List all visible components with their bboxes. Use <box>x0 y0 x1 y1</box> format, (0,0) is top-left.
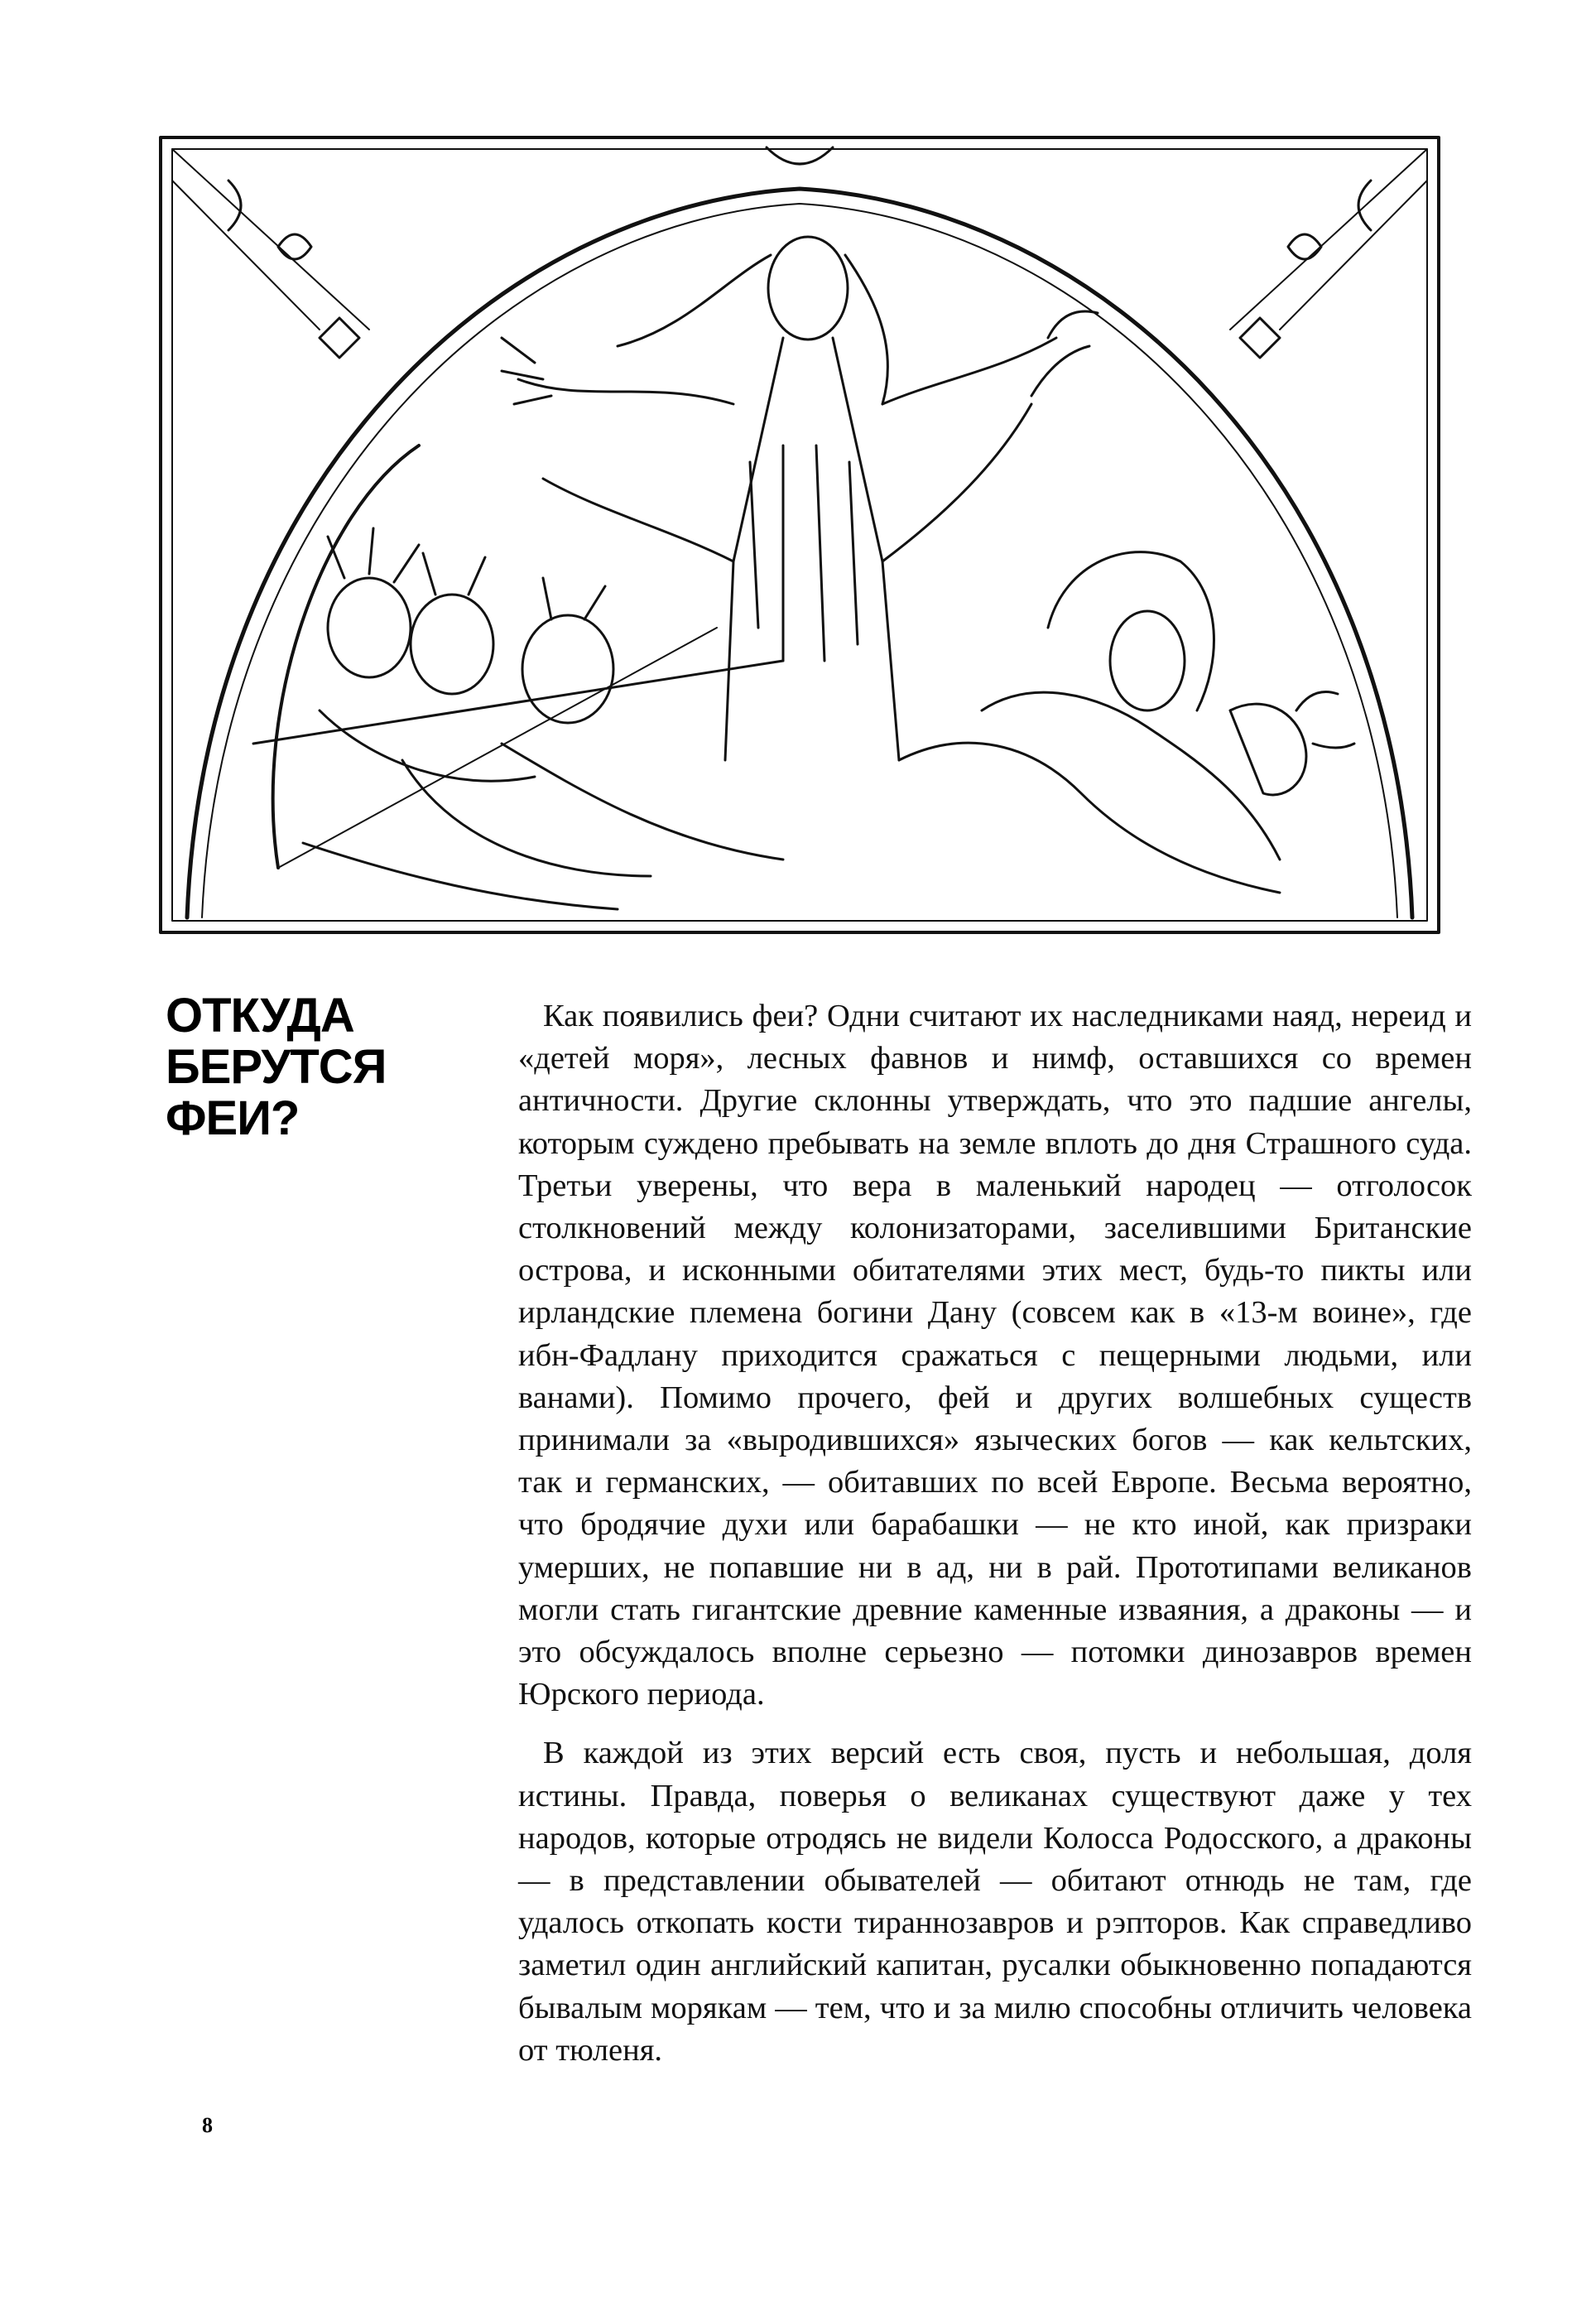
page-number: 8 <box>202 2113 213 2137</box>
body-text <box>518 995 1472 2072</box>
archers-sketch <box>253 445 783 909</box>
heading-line: ОТКУДА <box>166 989 354 1043</box>
heading-line: БЕРУТСЯ <box>166 1040 387 1094</box>
section-heading <box>166 990 439 1144</box>
paragraph: Как появились феи? Одни считают их наследниками наяд, нереид и «детей моря», лесных фавнов и нимф, оставшихся со времен античности. Другие склонны утверждать, что это падшие ангелы, которым суждено пребывать на земле вплоть до дня Страшного суда. Третьи уверены, что вера в маленький народец — отголосок столкновений между колонизаторами, заселившими Британские острова, и исконными обитателями этих мест, будь-то пикты или ирландские племена богини Дану (совсем как в «13-м воине», где ибн-Фадлану приходится сражаться с пещерными людьми, или ванами). Помимо прочего, фей и других волшебных существ принимали за «выродившихся» языческих богов — как кельтских, так и германских, — обитавших по всей Европе. Весьма вероятно, что бродячие духи или барабашки — не кто иной, как призраки умерших, не попавшие ни в ад, ни в рай. Прототипами великанов могли стать гигантские древние каменные изваяния, а драконы — и это обсуждалось вполне серьезно — потомки динозавров времен Юрского периода. <box>518 999 1472 1712</box>
flying-figure-sketch <box>502 237 1098 760</box>
heading-line: ФЕИ? <box>166 1091 300 1145</box>
header-illustration <box>154 131 1445 939</box>
ornamental-frame <box>161 137 1439 932</box>
hooded-figure-sketch <box>899 552 1354 893</box>
paragraph: В каждой из этих версий есть своя, пусть и небольшая, доля истины. Правда, поверья о великанах существуют даже у тех народов, которые отродясь не видели Колосса Родосского, а драконы — в представлении обывателей — обитают отнюдь не там, где удалось откопать кости тираннозавров и рэпторов. Как справедливо заметил один английский капитан, русалки обыкновенно попадаются бывалым морякам — тем, что и за милю способны отличить человека от тюленя. <box>518 1736 1472 2068</box>
